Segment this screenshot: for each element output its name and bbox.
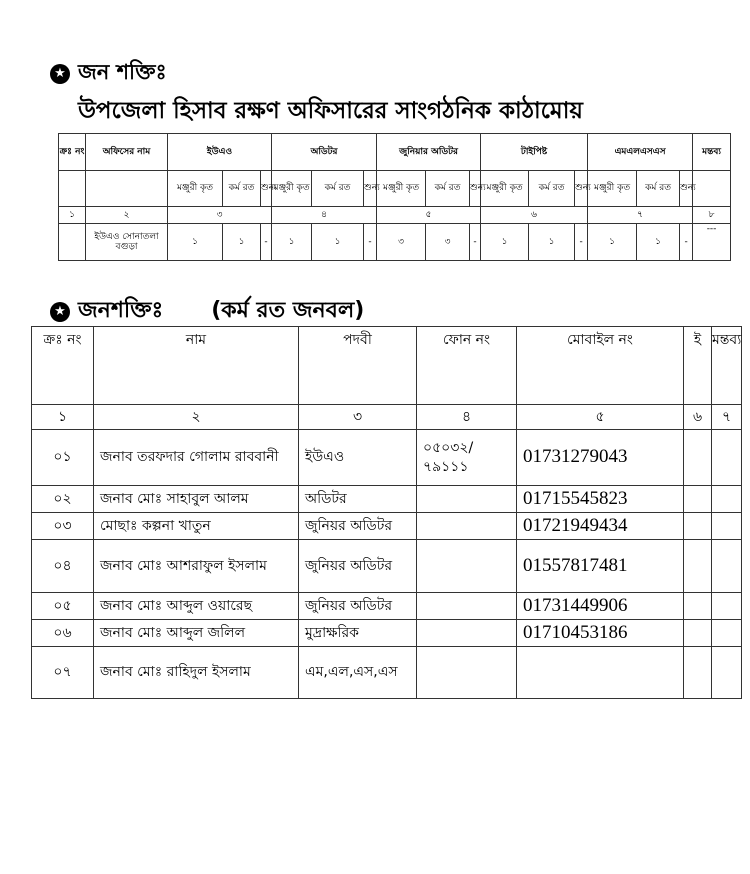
mobile-cell: 01731279043: [517, 430, 684, 486]
remarks-cell: [712, 486, 742, 513]
serial-cell: ০৭: [32, 647, 94, 699]
serial-cell: ০৩: [32, 513, 94, 540]
section2-subheading: (কর্ম রত জনবল): [211, 298, 365, 323]
structure-table: [58, 133, 731, 261]
name-cell: জনাব মোঃ আব্দুল ওয়ারেছ: [94, 593, 299, 620]
table-row: [32, 540, 742, 593]
star-bullet-icon: ★: [50, 64, 70, 84]
group-header: টাইপিষ্ট: [481, 134, 588, 171]
sub-vacant: শুন্য: [364, 171, 377, 207]
structure-header-row: [59, 134, 731, 171]
remarks-cell: [712, 647, 742, 699]
designation-cell: ইউএও: [299, 430, 417, 486]
remarks-cell: [712, 593, 742, 620]
email-cell: [684, 593, 712, 620]
table-row: [32, 430, 742, 486]
group-header: এমএলএসএস: [588, 134, 693, 171]
col-email: ই: [684, 327, 712, 405]
email-cell: [684, 540, 712, 593]
sub-working: কর্ম রত: [426, 171, 470, 207]
section1-heading-text: জন শক্তিঃ: [78, 60, 167, 84]
email-cell: [684, 513, 712, 540]
sub-working: কর্ম রত: [223, 171, 261, 207]
structure-index-row: ১ ২ ৩ ৪ ৫ ৬ ৭ ৮: [59, 207, 731, 224]
col-office-name: অফিসের নাম: [86, 134, 168, 171]
col-remarks: মন্তব্য: [693, 134, 731, 171]
phone-cell: [417, 620, 517, 647]
staff-header-row: [32, 327, 742, 405]
mobile-cell: 01715545823: [517, 486, 684, 513]
section2-heading: [50, 293, 364, 330]
star-bullet-icon: ★: [50, 302, 70, 322]
staff-table: [31, 326, 742, 699]
phone-cell: ০৫০৩২/ ৭৯১১১: [417, 430, 517, 486]
remarks-cell: [712, 513, 742, 540]
serial-cell: ০৫: [32, 593, 94, 620]
phone-cell: [417, 486, 517, 513]
phone-cell: [417, 647, 517, 699]
serial-cell: ০১: [32, 430, 94, 486]
name-cell: জনাব মোঃ সাহাবুল আলম: [94, 486, 299, 513]
name-cell: জনাব মোঃ আব্দুল জলিল: [94, 620, 299, 647]
remarks-value: ---: [693, 224, 731, 261]
mobile-cell: [517, 647, 684, 699]
email-cell: [684, 647, 712, 699]
structure-subheader-row: [59, 171, 731, 207]
section1-heading: [50, 56, 167, 91]
office-name: ইউএও সোনাতলা বগুড়া: [86, 224, 168, 261]
phone-cell: [417, 540, 517, 593]
table-row: [32, 620, 742, 647]
sub-sanctioned: মঞ্জুরী কৃত: [588, 171, 637, 207]
designation-cell: মুদ্রাক্ষরিক: [299, 620, 417, 647]
group-header: অডিটর: [272, 134, 377, 171]
group-header: ইউএও: [168, 134, 272, 171]
remarks-cell: [712, 430, 742, 486]
col-designation: পদবী: [299, 327, 417, 405]
remarks-cell: [712, 540, 742, 593]
name-cell: জনাব মোঃ রাহিদুল ইসলাম: [94, 647, 299, 699]
col-remarks: মন্তব্য: [712, 327, 742, 405]
serial-cell: ০২: [32, 486, 94, 513]
mobile-cell: 01710453186: [517, 620, 684, 647]
sub-sanctioned: মঞ্জুরী কৃত: [168, 171, 223, 207]
section2-heading-text: জনশক্তিঃ: [78, 298, 164, 323]
name-cell: মোছাঃ কল্পনা খাতুন: [94, 513, 299, 540]
mobile-cell: 01721949434: [517, 513, 684, 540]
table-row: [32, 486, 742, 513]
sub-vacant: শুন্য: [680, 171, 693, 207]
table-row: [32, 593, 742, 620]
sub-sanctioned: মঞ্জুরী কৃত: [377, 171, 426, 207]
sub-working: কর্ম রত: [529, 171, 575, 207]
sub-working: কর্ম রত: [637, 171, 680, 207]
name-cell: জনাব তরফদার গোলাম রাববানী: [94, 430, 299, 486]
sub-sanctioned: মঞ্জুরী কৃত: [481, 171, 529, 207]
col-name: নাম: [94, 327, 299, 405]
serial-cell: ০৪: [32, 540, 94, 593]
col-serial: ক্রঃ নং: [59, 134, 86, 171]
phone-cell: [417, 593, 517, 620]
email-cell: [684, 486, 712, 513]
structure-data-row: ইউএও সোনাতলা বগুড়া ১ ১ - ১ ১ - ৩ ৩ - ১ ১ - ১ ১ - ---: [59, 224, 731, 261]
email-cell: [684, 430, 712, 486]
designation-cell: জুনিয়র অডিটর: [299, 593, 417, 620]
section1-subheading: উপজেলা হিসাব রক্ষণ অফিসারের সাংগঠনিক কাঠামোয়: [78, 98, 583, 124]
sub-working: কর্ম রত: [312, 171, 364, 207]
designation-cell: জুনিয়র অডিটর: [299, 540, 417, 593]
sub-vacant: শুন্য: [261, 171, 272, 207]
table-row: [32, 513, 742, 540]
email-cell: [684, 620, 712, 647]
col-phone: ফোন নং: [417, 327, 517, 405]
designation-cell: এম,এল,এস,এস: [299, 647, 417, 699]
group-header: জুনিয়ার অডিটর: [377, 134, 481, 171]
serial-cell: ০৬: [32, 620, 94, 647]
staff-index-row: ১ ২ ৩ ৪ ৫ ৬ ৭: [32, 405, 742, 430]
sub-vacant: শুন্য: [575, 171, 588, 207]
mobile-cell: 01557817481: [517, 540, 684, 593]
phone-cell: [417, 513, 517, 540]
col-serial: ক্রঃ নং: [32, 327, 94, 405]
remarks-cell: [712, 620, 742, 647]
sub-sanctioned: মঞ্জুরী কৃত: [272, 171, 312, 207]
table-row: [32, 647, 742, 699]
mobile-cell: 01731449906: [517, 593, 684, 620]
sub-vacant: শুন্য: [470, 171, 481, 207]
col-mobile: মোবাইল নং: [517, 327, 684, 405]
name-cell: জনাব মোঃ আশরাফুল ইসলাম: [94, 540, 299, 593]
designation-cell: জুনিয়র অডিটর: [299, 513, 417, 540]
designation-cell: অডিটর: [299, 486, 417, 513]
